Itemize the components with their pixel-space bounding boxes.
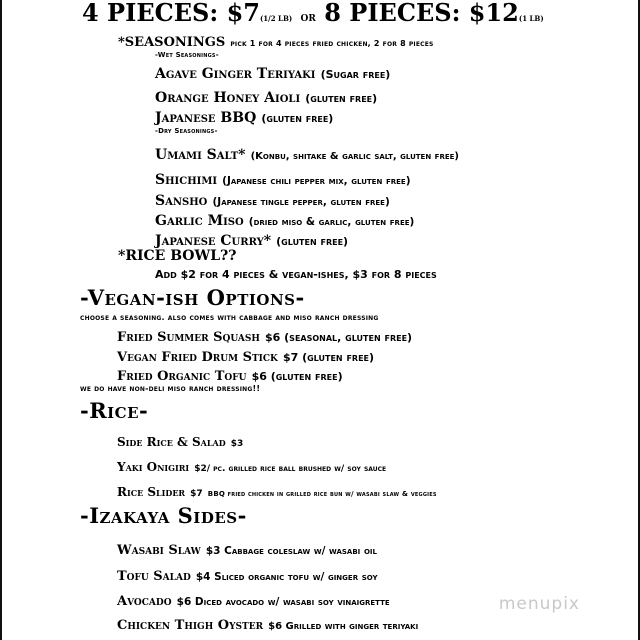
price-header xyxy=(82,0,544,27)
rice-bowl-title: *RICE BOWL?? xyxy=(118,248,237,264)
four-pieces-price: 4 PIECES: $7 xyxy=(82,0,260,27)
menu-item: Avocado $6 Diced avocado w/ wasabi soy vinaigrette xyxy=(117,594,390,609)
wet-seasonings-label: -Wet Seasonings- xyxy=(155,51,219,59)
menu-item: Fried Summer Squash $6 (seasonal, gluten free) xyxy=(117,330,413,345)
izakaya-section-title: -Izakaya Sides- xyxy=(80,503,247,528)
menu-item: Orange Honey Aioli (gluten free) xyxy=(155,90,378,106)
menu-item: Wasabi Slaw $3 Cabbage coleslaw w/ wasabi oil xyxy=(117,543,377,558)
eight-pieces-weight: (1 LB) xyxy=(518,14,544,23)
seasonings-heading xyxy=(118,31,434,50)
menu-item: Sansho (Japanese tingle pepper, gluten free) xyxy=(155,193,390,209)
menu-item: Umami Salt* (Konbu, shitake & garlic salt, gluten free) xyxy=(155,147,459,163)
dry-seasonings-label: -Dry Seasonings- xyxy=(155,127,218,135)
vegan-section-title: -Vegan-ish Options- xyxy=(80,285,305,310)
seasonings-title: *SEASONINGS xyxy=(118,35,226,50)
eight-pieces-price: 8 PIECES: $12 xyxy=(324,0,519,27)
menu-item: Side Rice & Salad $3 xyxy=(117,435,244,449)
menu-item: Chicken Thigh Oyster $6 Grilled with ginger teriyaki xyxy=(117,618,419,633)
menu-item: Shichimi (Japanese chili pepper mix, gluten free) xyxy=(155,172,411,188)
watermark: menupix xyxy=(498,594,580,614)
menu-item: Yaki Onigiri $2/ pc. grilled rice ball brushed w/ soy sauce xyxy=(117,460,387,474)
vegan-note: choose a seasoning. also comes with cabbage and miso ranch dressing xyxy=(80,313,379,322)
seasonings-note: pick 1 for 4 pieces fried chicken, 2 for 8 pieces xyxy=(230,39,434,48)
menu-item: Vegan Fried Drum Stick $7 (gluten free) xyxy=(117,350,375,365)
menu-item: Tofu Salad $4 Sliced organic tofu w/ ginger soy xyxy=(117,569,378,584)
menu-item: Garlic Miso (dried miso & garlic, gluten free) xyxy=(155,213,415,229)
menu-item: Japanese BBQ (gluten free) xyxy=(155,110,334,126)
menu-item: Fried Organic Tofu $6 (gluten free) xyxy=(117,369,343,384)
rice-section-title: -Rice- xyxy=(80,398,149,423)
or-label: OR xyxy=(300,14,316,24)
menu-item: Japanese Curry* (gluten free) xyxy=(155,233,349,249)
menu-item: Agave Ginger Teriyaki (Sugar free) xyxy=(155,66,391,82)
rice-bowl-desc: Add $2 for 4 pieces & vegan-ishes, $3 for 8 pieces xyxy=(155,268,437,281)
menu-item: Rice Slider $7 BBQ fried chicken in grilled rice bun w/ wasabi slaw & veggies xyxy=(117,485,437,499)
four-pieces-weight: (1/2 LB) xyxy=(259,14,293,23)
vegan-footnote: we do have non-deli miso ranch dressing!! xyxy=(80,384,261,393)
